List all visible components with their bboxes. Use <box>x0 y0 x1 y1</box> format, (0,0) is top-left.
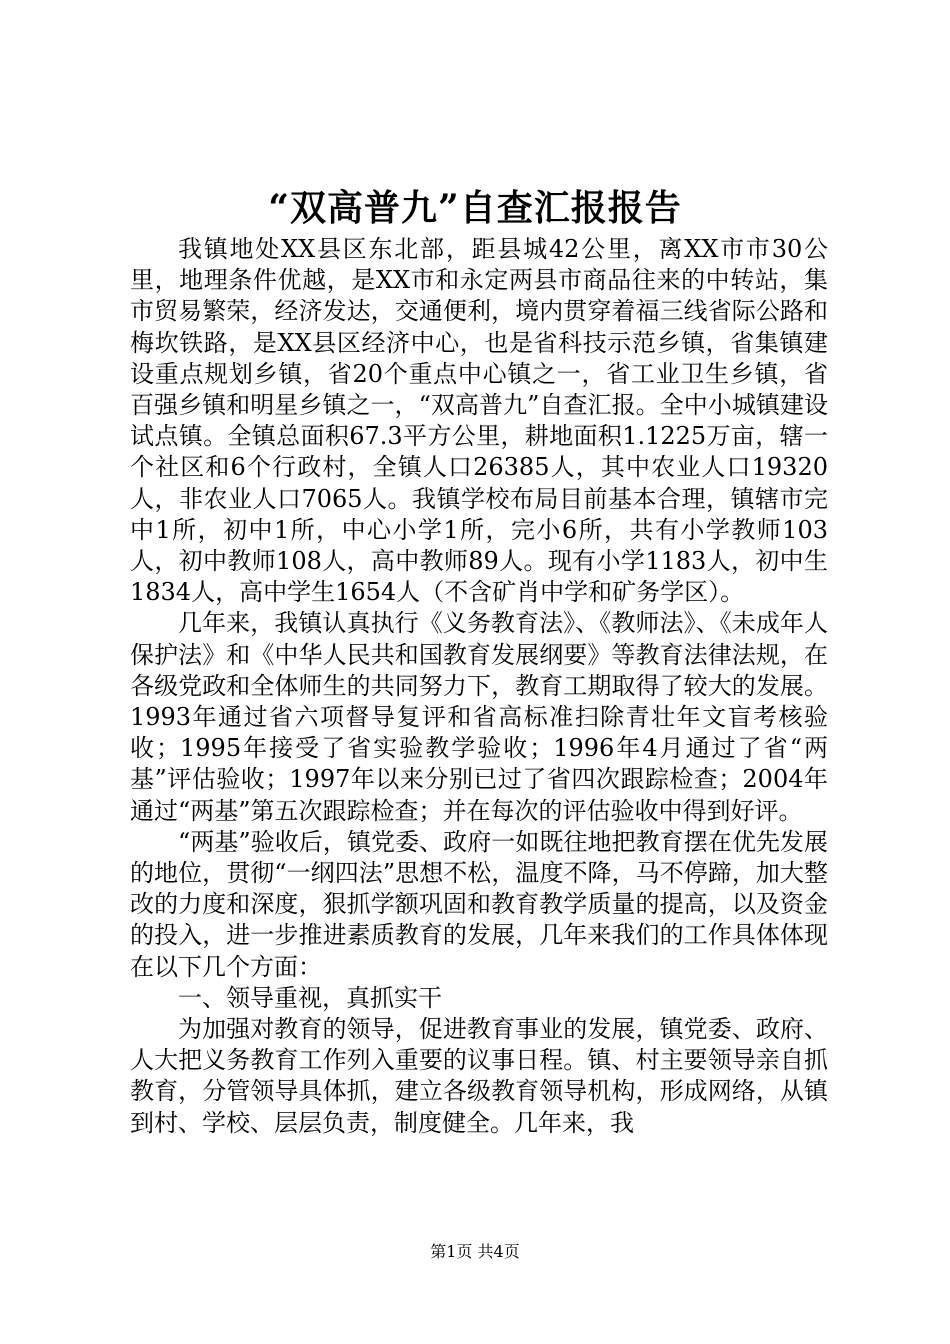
paragraph-leadership: 为加强对教育的领导，促进教育事业的发展，镇党委、政府、人大把义务教育工作列入重要的议事日程。镇、村主要领导亲自抓教育，分管领导具体抓，建立各级教育领导机构，形成网络，从镇到村、学校、层层负责，制度健全。几年来，我 <box>130 1015 828 1137</box>
paragraph-after-acceptance: “两基”验收后，镇党委、政府一如既往地把教育摆在优先发展的地位，贯彻“一纲四法”思想不松，温度不降，马不停蹄，加大整改的力度和深度，狠抓学额巩固和教育教学质量的提高，以及资金的投入，进一步推进素质教育的发展，几年来我们的工作具体体现在以下几个方面： <box>130 827 828 981</box>
document-title: “双高普九”自查汇报报告 <box>268 187 682 229</box>
document-body <box>130 234 828 1139</box>
page-number-footer: 第1页 共4页 <box>430 1242 520 1261</box>
section-heading: 一、领导重视，真抓实干 <box>178 983 442 1012</box>
paragraph-town-overview: 我镇地处XX县区东北部，距县城42公里，离XX市市30公里，地理条件优越，是XX市和永定两县市商品往来的中转站，集市贸易繁荣，经济发达，交通便利，境内贯穿着福三线省际公路和梅坎铁路，是XX县区经济中心，也是省科技示范乡镇，省集镇建设重点规划乡镇，省20个重点中心镇之一，省工业卫生乡镇，省百强乡镇和明星乡镇之一，“双高普九”自查汇报。全中小城镇建设试点镇。全镇总面积67.3平方公里，耕地面积1.1225万亩，辖一个社区和6个行政村，全镇人口26385人，其中农业人口19320人，非农业人口7065人。我镇学校布局目前基本合理，镇辖市完中1所，初中1所，中心小学1所，完小6所，共有小学教师103人，初中教师108人，高中教师89人。现有小学1183人，初中生1834人，高中学生1654人（不含矿肖中学和矿务学区）。 <box>130 235 828 607</box>
paragraph-education-progress: 几年来，我镇认真执行《义务教育法》、《教师法》、《未成年人保护法》和《中华人民共和国教育发展纲要》等教育法律法规，在各级党政和全体师生的共同努力下，教育工期取得了较大的发展。1993年通过省六项督导复评和省高标准扫除青壮年文盲考核验收；1995年接受了省实验教学验收；1996年4月通过了省“两基”评估验收；1997年以来分别已过了省四次跟踪检查；2004年通过“两基”第五次跟踪检查；并在每次的评估验收中得到好评。 <box>130 609 828 825</box>
